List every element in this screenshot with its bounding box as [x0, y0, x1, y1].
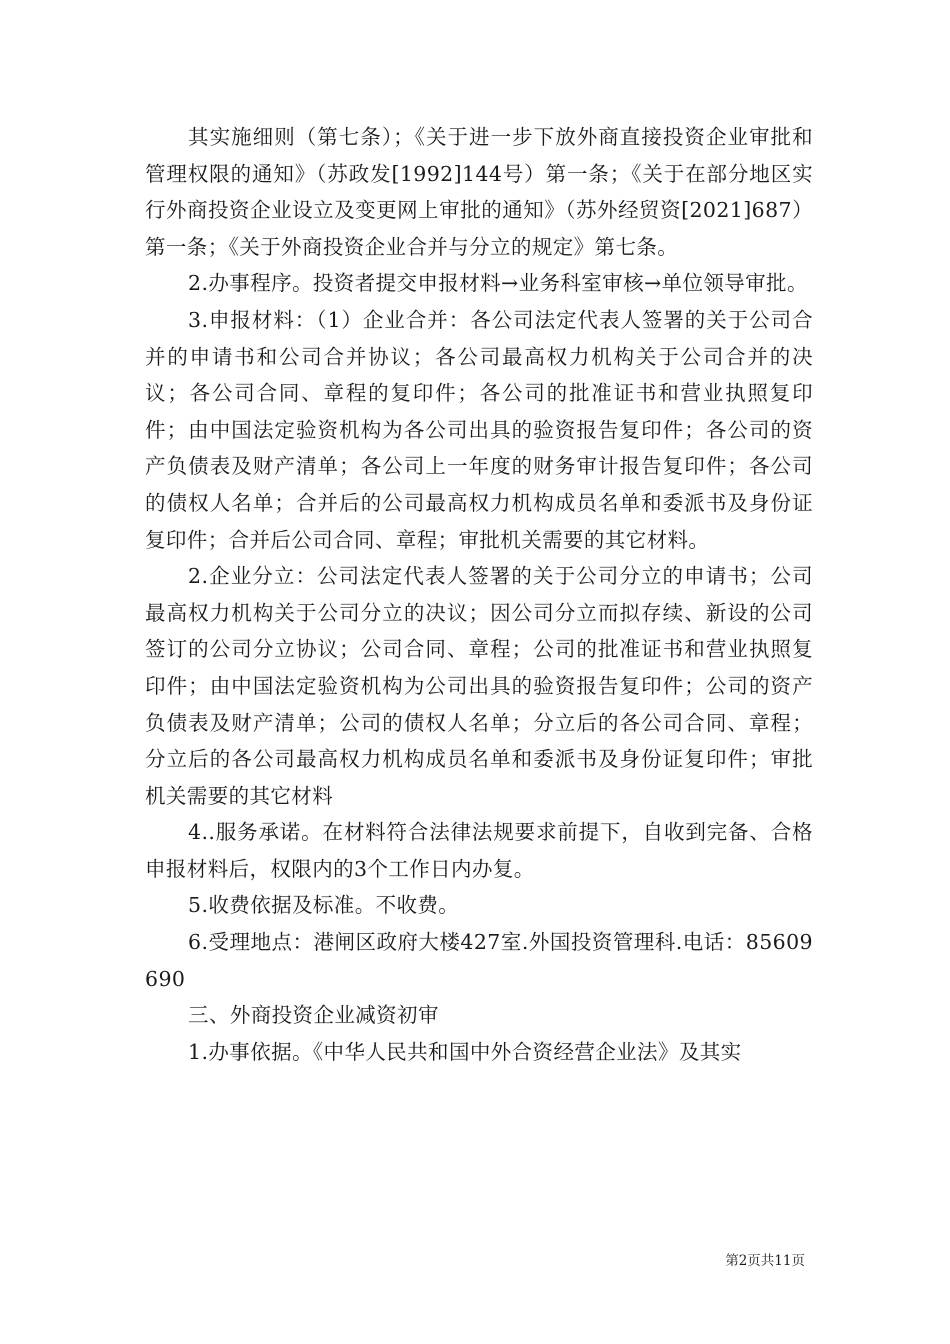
paragraph-service-commitment: 4..服务承诺。在材料符合法律法规要求前提下，自收到完备、合格申报材料后，权限内的3个工作日内办复。	[145, 820, 813, 881]
paragraph-location: 6.受理地点：港闸区政府大楼427室.外国投资管理科.电话：85609690	[145, 930, 813, 991]
paragraph-fees: 5.收费依据及标准。不收费。	[188, 893, 460, 918]
section-heading-capital-reduction: 三、外商投资企业减资初审	[188, 1003, 439, 1028]
document-body	[145, 119, 813, 1070]
paragraph-materials-division: 2.企业分立：公司法定代表人签署的关于公司分立的申请书；公司最高权力机构关于公司分立的决议；因公司分立而拟存续、新设的公司签订的公司分立协议；公司合同、章程；公司的批准证书和营业执照复印件；由中国法定验资机构为公司出具的验资报告复印件；公司的资产负债表及财产清单；公司的债权人名单；分立后的各公司合同、章程；分立后的各公司最高权力机构成员名单和委派书及身份证复印件；审批机关需要的其它材料	[145, 564, 813, 808]
paragraph-procedure: 2.办事程序。投资者提交申报材料→业务科室审核→单位领导审批。	[188, 271, 808, 296]
paragraph-materials-merger: 3.申报材料：（1）企业合并：各公司法定代表人签署的关于公司合并的申请书和公司合并协议；各公司最高权力机构关于公司合并的决议；各公司合同、章程的复印件；各公司的批准证书和营业执照复印件；由中国法定验资机构为各公司出具的验资报告复印件；各公司的资产负债表及财产清单；各公司上一年度的财务审计报告复印件；各公司的债权人名单；合并后的公司最高权力机构成员名单和委派书及身份证复印件；合并后公司合同、章程；审批机关需要的其它材料。	[145, 307, 813, 552]
paragraph-legal-basis-continued: 其实施细则（第七条）；《关于进一步下放外商直接投资企业审批和管理权限的通知》（苏政发[1992]144号）第一条；《关于在部分地区实行外商投资企业设立及变更网上审批的通知》（苏外经贸资[2021]687）第一条；《关于外商投资企业合并与分立的规定》第七条。	[145, 125, 813, 259]
page-number-footer: 第2页共11页	[725, 1253, 805, 1269]
paragraph-basis-capital-reduction: 1.办事依据。《中华人民共和国中外合资经营企业法》及其实	[188, 1039, 742, 1064]
